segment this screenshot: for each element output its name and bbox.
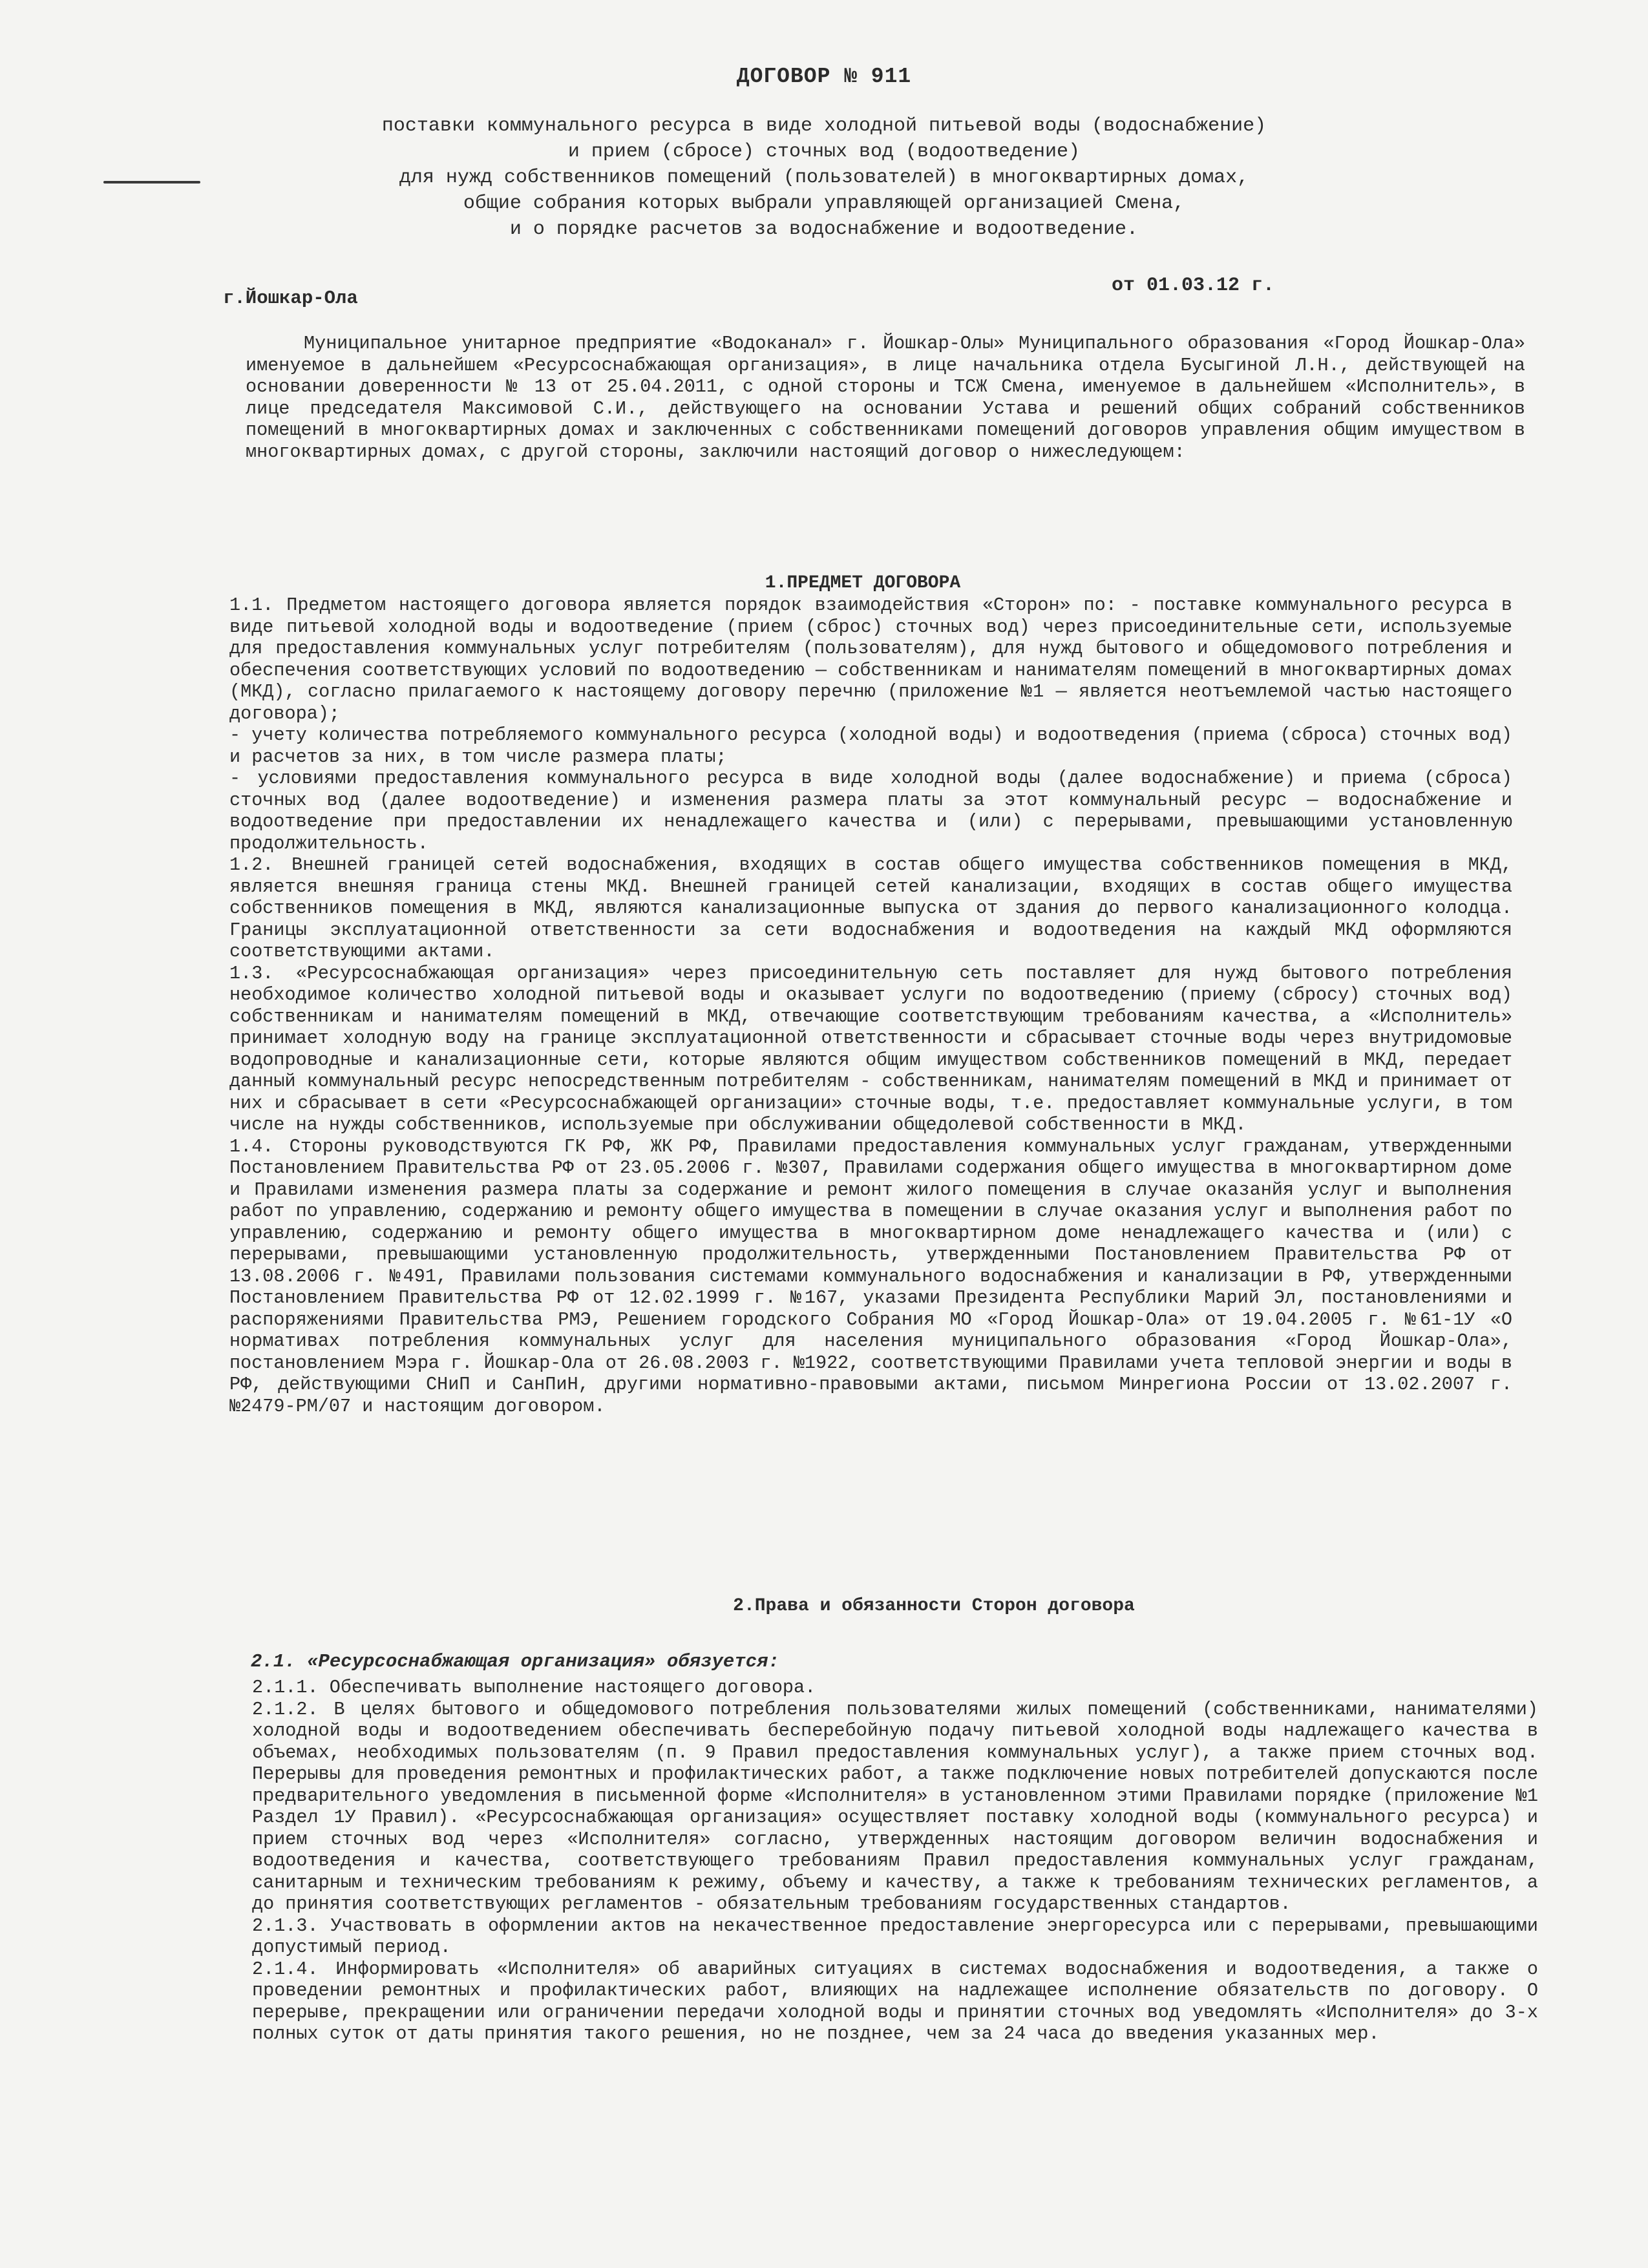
section1-heading: 1.ПРЕДМЕТ ДОГОВОРА [765, 573, 961, 593]
subtitle-line: общие собрания которых выбрали управляющей организацией Смена, [463, 193, 1185, 215]
paragraph: 2.1.2. В целях бытового и общедомового потребления пользователями жилых помещений (собственниками, нанимателями) холодной воды и водоотведением обеспечивать бесперебойную подачу питьевой холодной воды надлежащего качества в объемах, необходимых пользователям (п. 9 Правил предоставления коммунальных услуг), а также прием сточных вод. Перерывы для проведения ремонтных и профилактических работ, а также подключение новых потребителей допускаются после предварительного уведомления в письменной форме «Исполнителя» в установленном этими Правилами порядке (приложение №1 Раздел 1У Правил). «Ресурсоснабжающая организация» осуществляет поставку холодной воды (коммунального ресурса) и прием сточных вод через «Исполнителя» согласно, утвержденных настоящим договором величин водоснабжения и водоотведения и качества, соответствующего требованиям Правил предоставления коммунальных услуг гражданам, санитарным и техническим требованиям к режиму, объему и качеству, а также к требованиям технических регламентов, а до принятия соответствующих регламентов - обязательным требованиям государственных стандартов. [252, 1698, 1538, 1915]
document-subtitle [194, 113, 1454, 242]
intro-paragraph [246, 333, 1525, 463]
paragraph: 2.1.3. Участвовать в оформлении актов на некачественное предоставление энергоресурса или с перерывами, превышающими допустимый период. [252, 1915, 1538, 1958]
scan-pen-mark [103, 181, 200, 184]
city: г.Йошкар-Ола [223, 288, 358, 309]
paragraph: - условиями предоставления коммунального ресурса в виде холодной воды (далее водоснабжение) и приема (сброса) сточных вод (далее водоотведение) и изменения размера платы за этот коммунальный ресурс — водоснабжение и водоотведение при предоставлении их ненадлежащего качества и (или) с перерывами, превышающими установленную продолжительность. [229, 768, 1512, 854]
subtitle-line: для нужд собственников помещений (пользователей) в многоквартирных домах, [399, 167, 1249, 189]
paragraph: 2.1.4. Информировать «Исполнителя» об аварийных ситуациях в системах водоснабжения и водоотведения, а также о проведении ремонтных и профилактических работ, влияющих на надлежащее исполнение обязательств по договору. О перерыве, прекращении или ограничении передачи холодной воды и принятии сточных вод уведомлять «Исполнителя» до 3-х полных суток от даты принятия такого решения, но не позднее, чем за 24 часа до введения указанных мер. [252, 1958, 1538, 2044]
intro-text: Муниципальное унитарное предприятие «Водоканал» г. Йошкар-Олы» Муниципального образования «Город Йошкар-Ола» именуемое в дальнейшем «Ресурсоснабжающая организация», в лице начальника отдела Бусыгиной Л.Н., действующей на основании доверенности № 13 от 25.04.2011, с одной стороны и ТСЖ Смена, именуемое в дальнейшем «Исполнитель», в лице председателя Максимовой С.И., действующего на основании Устава и решений общих собраний собственников помещений в многоквартирных домах и заключенных с собственниками помещений договоров управления общим имуществом в многоквартирных домах, с другой стороны, заключили настоящий договор о нижеследующем: [246, 333, 1525, 463]
paragraph: 2.1.1. Обеспечивать выполнение настоящего договора. [252, 1677, 816, 1698]
paragraph: 1.1. Предметом настоящего договора является порядок взаимодействия «Сторон» по: - поставке коммунального ресурса в виде питьевой холодной воды и водоотведение (прием (сброс) сточных вод) через присоединительные сети, используемые для предоставления коммунальных услуг потребителям (пользователям), для нужд бытового и общедомового потребления и обеспечения соответствующих условий по водоотведению — собственникам и нанимателям помещений в многоквартирных домах (МКД), согласно прилагаемого к настоящему договору перечню (приложение №1 — является неотъемлемой частью настоящего договора); [229, 594, 1512, 724]
subtitle-line: поставки коммунального ресурса в виде холодной питьевой воды (водоснабжение) [381, 115, 1267, 137]
section2-body [252, 1677, 1538, 2045]
paragraph: 1.2. Внешней границей сетей водоснабжения, входящих в состав общего имущества собственников помещения в МКД, является внешняя граница стены МКД. Внешней границей сетей канализации, входящих в состав общего имущества собственников помещения в МКД, являются канализационные выпуска от здания до первого канализационного колодца. Границы эксплуатационной ответственности за сети водоснабжения и водоотведения на каждый МКД оформляются соответствующими актами. [229, 854, 1512, 962]
subtitle-line: и прием (сбросе) сточных вод (водоотведение) [567, 141, 1081, 163]
paragraph: - учету количества потребляемого коммунального ресурса (холодной воды) и водоотведения (приема (сброса) сточных вод) и расчетов за них, в том числе размера платы; [229, 724, 1512, 768]
contract-date: от 01.03.12 г. [1112, 275, 1275, 297]
section2-heading: 2.Права и обязанности Сторон договора [733, 1596, 1135, 1616]
paragraph: 1.3. «Ресурсоснабжающая организация» через присоединительную сеть поставляет для нужд бытового потребления необходимое количество холодной питьевой воды и оказывает услуги по водоотведению (приему (сбросу) сточных вод) собственникам и нанимателям помещений в МКД, отвечающие соответствующим требованиям качества, а «Исполнитель» принимает холодную воду на границе эксплуатационной ответственности и сбрасывает сточные воды через внутридомовые водопроводные и канализационные сети, которые являются общим имуществом собственников помещений в МКД, передает данный коммунальный ресурс непосредственным потребителям - собственникам, нанимателям помещений в МКД и принимает от них и сбрасывает в сети «Ресурсоснабжающей организации» сточные воды, т.е. предоставляет коммунальные услуги, в том числе на нужды собственников, используемые при обслуживании общедолевой собственности в МКД. [229, 962, 1512, 1135]
section1-body [229, 594, 1512, 1417]
paragraph: 1.4. Стороны руководствуются ГК РФ, ЖК РФ, Правилами предоставления коммунальных услуг гражданам, утвержденными Постановлением Правительства РФ от 23.05.2006 г. №307, Правилами содержания общего имущества в многоквартирном доме и Правилами изменения размера платы за содержание и ремонт жилого помещения в случае оказанйя услуг и выполнения работ по управлению, содержанию и ремонту общего имущества в помещении в случае оказания услуг и выполнения работ по управлению, содержанию и ремонту общего имущества в многоквартирном доме ненадлежащего качества и (или) с перерывами, превышающими установленную продолжительность, утвержденными Постановлением Правительства РФ от 13.08.2006 г. №491, Правилами пользования системами коммунального водоснабжения и канализации в РФ, утвержденными Постановлением Правительства РФ от 12.02.1999 г. №167, указами Президента Республики Марий Эл, постановлениями и распоряжениями Правительства РМЭ, Решением городского Собрания МО «Город Йошкар-Ола» от 19.04.2005 г. №61-1У «О нормативах потребления коммунальных услуг для населения муниципального образования «Город Йошкар-Ола», постановлением Мэра г. Йошкар-Ола от 26.08.2003 г. №1922, соответствующими Правилами учета тепловой энергии и воды в РФ, действующими СНиП и СанПиН, другими нормативно-правовыми актами, письмом Минрегиона России от 13.02.2007 г. №2479-РМ/07 и настоящим договором. [229, 1135, 1512, 1417]
document-title: ДОГОВОР № 911 [736, 65, 912, 89]
subtitle-line: и о порядке расчетов за водоснабжение и водоотведение. [509, 218, 1139, 240]
section2-subheading: 2.1. «Ресурсоснабжающая организация» обязуется: [251, 1651, 779, 1672]
